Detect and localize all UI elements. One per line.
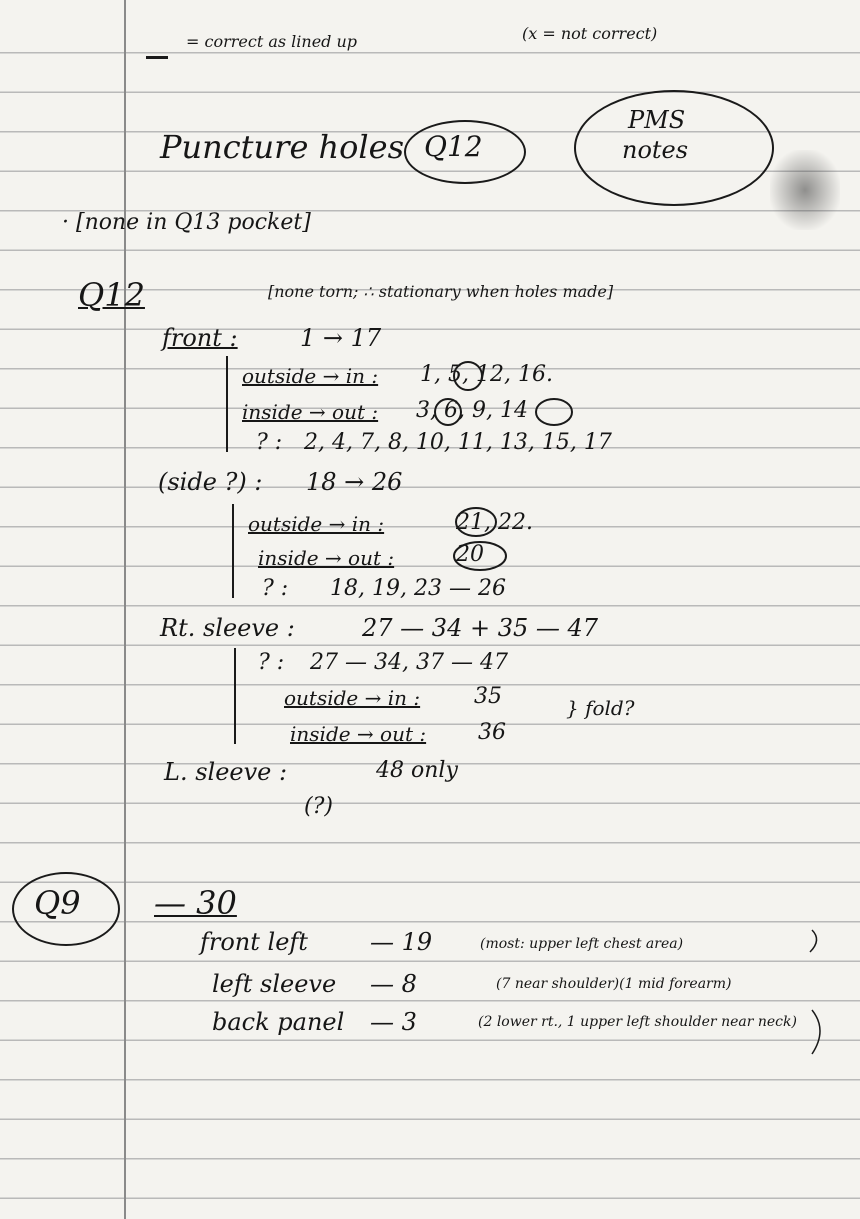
l-sleeve-label: L. sleeve : bbox=[164, 758, 288, 786]
q9-row-count: — 8 bbox=[370, 970, 417, 998]
q9-row-label: left sleeve bbox=[212, 970, 337, 998]
rt-sleeve-outside-label: outside → in : bbox=[284, 686, 421, 710]
rt-sleeve-unknown-values: 27 — 34, 37 — 47 bbox=[310, 650, 508, 675]
q13-note: · [none in Q13 pocket] bbox=[62, 210, 311, 235]
q9-row-count: — 3 bbox=[370, 1008, 417, 1036]
circle-mark-20 bbox=[454, 542, 506, 570]
circle-mark-6 bbox=[435, 399, 461, 425]
front-unknown-label: ? : bbox=[256, 430, 283, 455]
rt-sleeve-inside-label: inside → out : bbox=[290, 722, 427, 746]
title-item: Q12 bbox=[424, 130, 483, 163]
notes-tag-line1: PMS bbox=[628, 106, 686, 134]
q9-row-note: (most: upper left chest area) bbox=[480, 936, 684, 952]
front-unknown-values: 2, 4, 7, 8, 10, 11, 13, 15, 17 bbox=[304, 430, 612, 455]
front-range: 1 → 17 bbox=[300, 324, 382, 352]
q12-bracket-note: [none torn; ∴ stationary when holes made] bbox=[268, 282, 614, 301]
q9-row-count: — 19 bbox=[370, 928, 433, 956]
l-sleeve-note: (?) bbox=[304, 794, 333, 819]
circle-mark-14 bbox=[536, 399, 572, 425]
side-inside-label: inside → out : bbox=[258, 546, 395, 570]
circle-mark-5 bbox=[454, 362, 482, 390]
q9-label: Q9 bbox=[34, 884, 81, 922]
front-label: front : bbox=[162, 324, 238, 352]
rt-sleeve-label: Rt. sleeve : bbox=[160, 614, 295, 642]
front-outside-label: outside → in : bbox=[242, 364, 379, 388]
side-outside-values: 21, 22. bbox=[456, 510, 533, 535]
legend-correct-text: = correct as lined up bbox=[186, 32, 358, 51]
notes-tag-line2: notes bbox=[622, 136, 689, 164]
circle-mark-21 bbox=[456, 508, 496, 536]
rt-sleeve-outside-values: 35 bbox=[474, 684, 502, 709]
paren-mark-2 bbox=[812, 1010, 820, 1054]
q9-row-label: back panel bbox=[212, 1008, 345, 1036]
front-inside-values: 3, 6, 9, 14 bbox=[416, 398, 528, 423]
rt-sleeve-range: 27 — 34 + 35 — 47 bbox=[362, 614, 599, 642]
q12-label: Q12 bbox=[78, 276, 145, 314]
side-unknown-values: 18, 19, 23 — 26 bbox=[330, 576, 506, 601]
front-outside-values: 1, 5, 12, 16. bbox=[420, 362, 553, 387]
side-range: 18 → 26 bbox=[306, 468, 403, 496]
side-inside-values: 20 bbox=[456, 542, 484, 567]
side-label: (side ?) : bbox=[158, 468, 263, 496]
rt-sleeve-inside-values: 36 bbox=[478, 720, 506, 745]
side-unknown-label: ? : bbox=[262, 576, 289, 601]
q9-row-label: front left bbox=[200, 928, 308, 956]
side-outside-label: outside → in : bbox=[248, 512, 385, 536]
q9-row-note: (2 lower rt., 1 upper left shoulder near neck) bbox=[478, 1014, 797, 1030]
rt-sleeve-unknown-label: ? : bbox=[258, 650, 285, 675]
paren-mark bbox=[810, 930, 817, 952]
page-title: Puncture holes bbox=[160, 128, 405, 166]
q9-total: — 30 bbox=[154, 884, 237, 922]
legend-star-note: (x = not correct) bbox=[522, 24, 658, 43]
front-inside-label: inside → out : bbox=[242, 400, 379, 424]
q9-row-note: (7 near shoulder)(1 mid forearm) bbox=[496, 976, 732, 992]
l-sleeve-values: 48 only bbox=[376, 758, 458, 783]
rt-sleeve-fold-note: } fold? bbox=[566, 696, 635, 720]
